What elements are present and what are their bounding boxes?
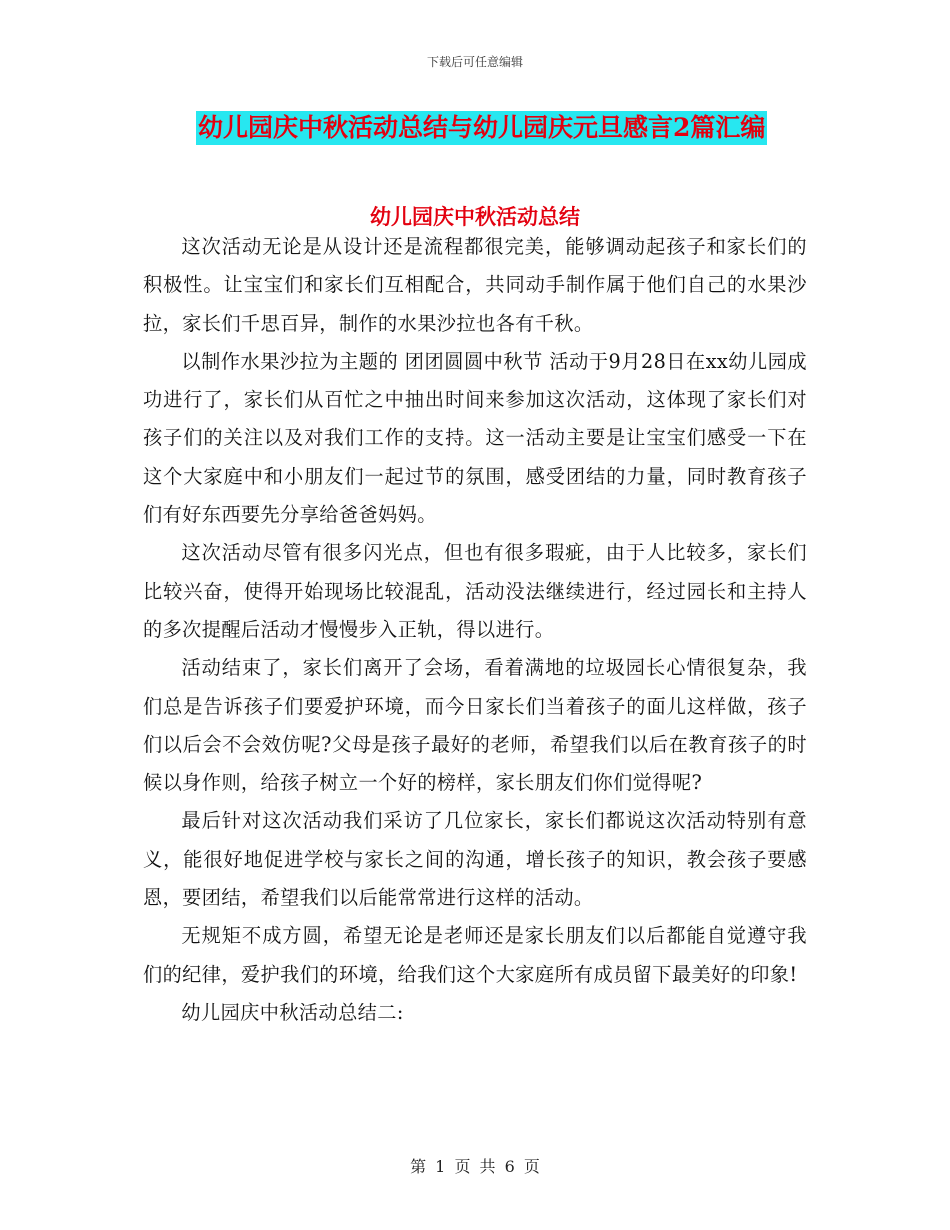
paragraph-3: 这次活动尽管有很多闪光点，但也有很多瑕疵，由于人比较多，家长们比较兴奋，使得开始现场比较混乱，活动没法继续进行，经过园长和主持人的多次提醒后活动才慢慢步入正轨，得以进行。 [143, 541, 807, 641]
section-title: 幼儿园庆中秋活动总结 [370, 204, 580, 229]
paragraph-1: 这次活动无论是从设计还是流程都很完美，能够调动起孩子和家长们的积极性。让宝宝们和家长们互相配合，共同动手制作属于他们自己的水果沙拉，家长们千思百异，制作的水果沙拉也各有千秋。 [143, 235, 807, 335]
page-number-footer: 第 1 页 共 6 页 [410, 1157, 540, 1176]
paragraph-5: 最后针对这次活动我们采访了几位家长，家长们都说这次活动特别有意义，能很好地促进学校与家长之间的沟通，增长孩子的知识，教会孩子要感恩，要团结，希望我们以后能常常进行这样的活动。 [143, 809, 807, 910]
paragraph-4: 活动结束了，家长们离开了会场，看着满地的垃圾园长心情很复杂，我们总是告诉孩子们要爱护环境，而今日家长们当着孩子的面儿这样做，孩子们以后会不会效仿呢?父母是孩子最好的老师，希望我们以后在教育孩子的时候以身作则，给孩子树立一个好的榜样，家长朋友们你们觉得呢? [143, 656, 807, 795]
page-header-note: 下载后可任意编辑 [426, 55, 523, 69]
paragraph-2: 以制作水果沙拉为主题的 团团圆圆中秋节 活动于9月28日在xx幼儿园成功进行了，家长们从百忙之中抽出时间来参加这次活动，这体现了家长们对孩子们的关注以及对我们工作的支持。这一活动主要是让宝宝们感受一下在这个大家庭中和小朋友们一起过节的氛围，感受团结的力量，同时教育孩子们有好东西要先分享给爸爸妈妈。 [143, 349, 807, 527]
paragraph-7: 幼儿园庆中秋活动总结二: [181, 1000, 404, 1024]
paragraph-6: 无规矩不成方圆，希望无论是老师还是家长朋友们以后都能自觉遵守我们的纪律，爱护我们的环境，给我们这个大家庭所有成员留下最美好的印象! [143, 924, 807, 986]
document-body [143, 228, 807, 1032]
document-title: 幼儿园庆中秋活动总结与幼儿园庆元旦感言2篇汇编 [196, 111, 767, 145]
